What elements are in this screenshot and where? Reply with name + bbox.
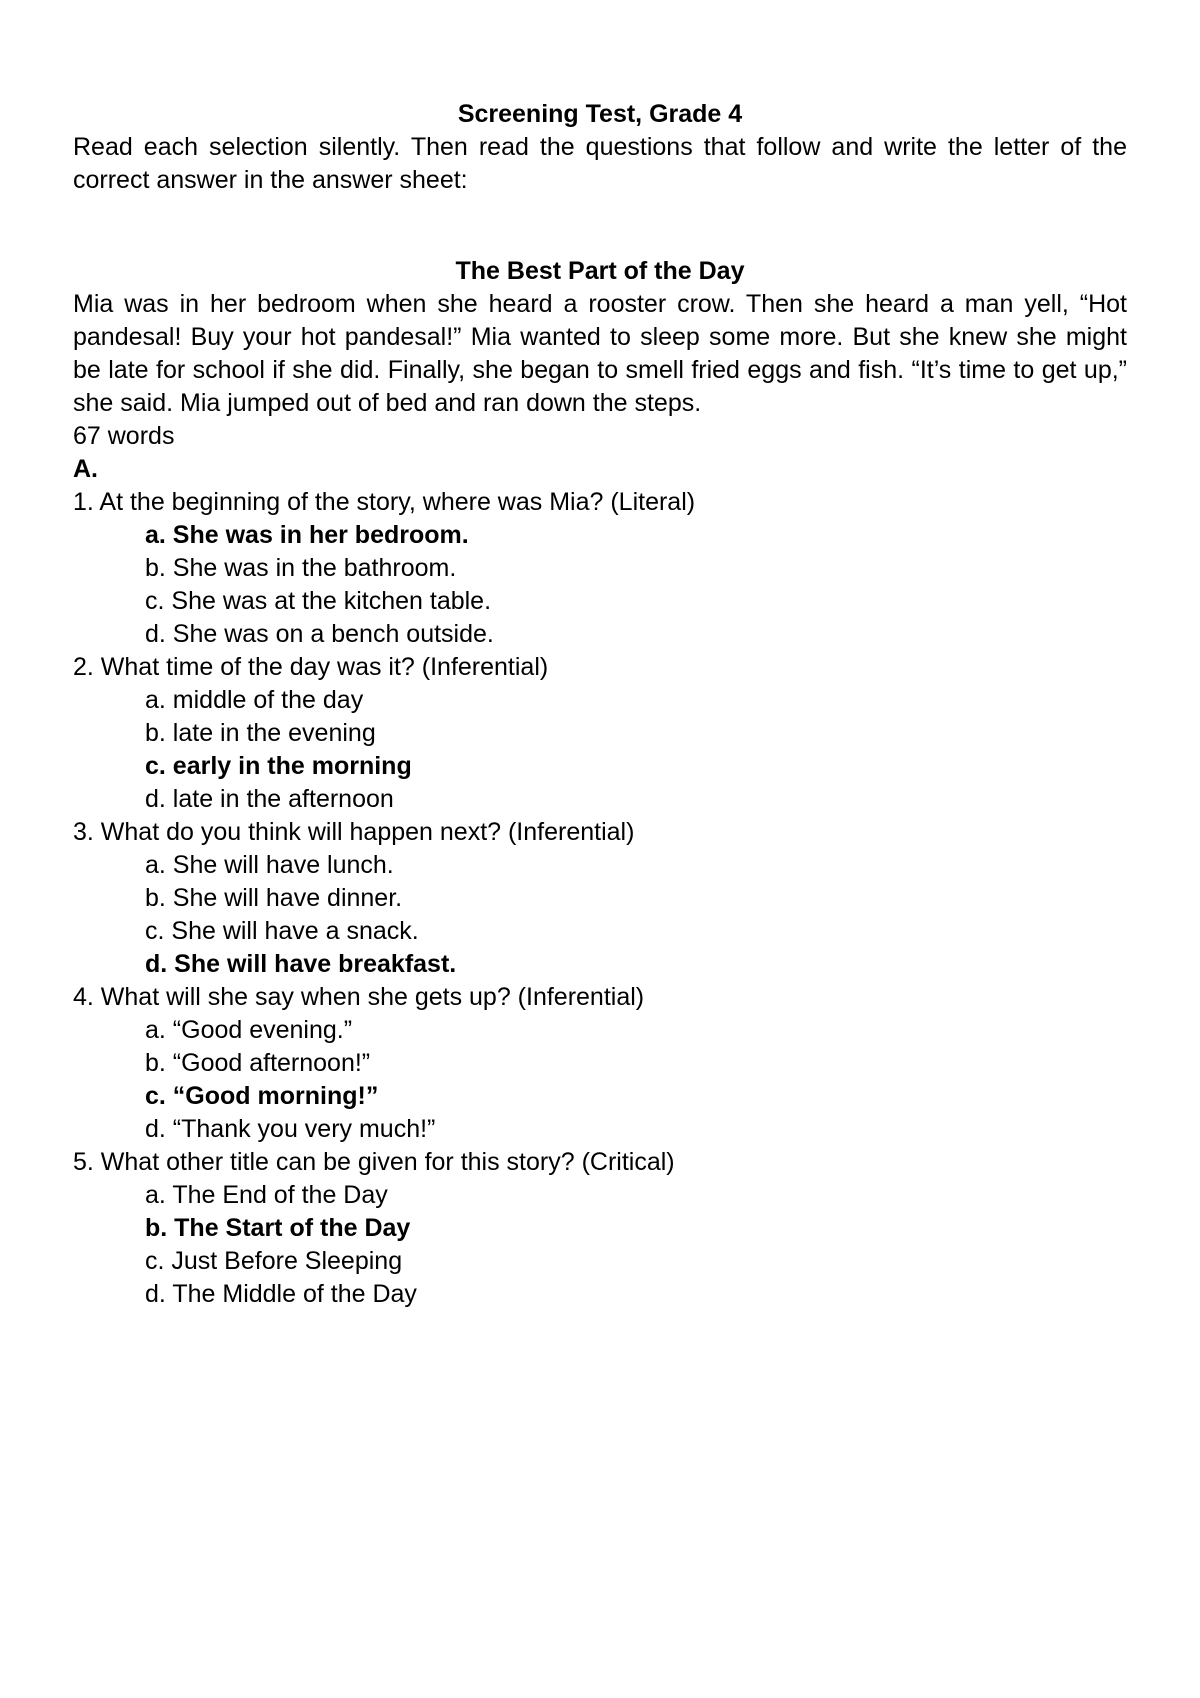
choice-list: [73, 849, 1127, 981]
document-page: [73, 98, 1127, 1311]
page-title: Screening Test, Grade 4: [457, 100, 743, 128]
choice: c. She will have a snack.: [145, 917, 419, 945]
correct-choice: d. She will have breakfast.: [145, 950, 457, 978]
correct-choice: c. “Good morning!”: [145, 1082, 379, 1110]
choice: b. “Good afternoon!”: [145, 1049, 371, 1077]
choice: d. “Thank you very much!”: [145, 1115, 436, 1143]
choice: a. The End of the Day: [145, 1181, 388, 1209]
question-list: [73, 486, 1127, 1311]
choice-list: [73, 519, 1127, 651]
correct-choice: b. The Start of the Day: [145, 1214, 411, 1242]
section-label: A.: [73, 455, 98, 483]
choice: a. middle of the day: [145, 686, 364, 714]
question-5: 5. What other title can be given for this story? (Critical): [73, 1148, 675, 1176]
choice: c. Just Before Sleeping: [145, 1247, 403, 1275]
choice-list: [73, 1179, 1127, 1311]
instructions: Read each selection silently. Then read the questions that follow and write the letter of the correct answer in the answer sheet:: [73, 133, 1127, 194]
choice: b. She will have dinner.: [145, 884, 403, 912]
question-4: 4. What will she say when she gets up? (Inferential): [73, 983, 645, 1011]
correct-choice: a. She was in her bedroom.: [145, 521, 469, 549]
story-title: The Best Part of the Day: [455, 257, 745, 285]
choice-list: [73, 1014, 1127, 1146]
story-text: Mia was in her bedroom when she heard a rooster crow. Then she heard a man yell, “Hot pandesal! Buy your hot pandesal!” Mia wanted to sleep some more. But she knew she might be late for school if she did. Finally, she began to smell fried eggs and fish. “It’s time to get up,” she said. Mia jumped out of bed and ran down the steps.: [73, 290, 1127, 417]
choice: d. late in the afternoon: [145, 785, 394, 813]
spacer: [73, 197, 1127, 255]
correct-choice: c. early in the morning: [145, 752, 412, 780]
choice: b. late in the evening: [145, 719, 376, 747]
choice: a. “Good evening.”: [145, 1016, 353, 1044]
word-count: 67 words: [73, 422, 175, 450]
choice: b. She was in the bathroom.: [145, 554, 457, 582]
choice: d. She was on a bench outside.: [145, 620, 494, 648]
choice: a. She will have lunch.: [145, 851, 394, 879]
choice: c. She was at the kitchen table.: [145, 587, 492, 615]
question-3: 3. What do you think will happen next? (Inferential): [73, 818, 635, 846]
question-1: 1. At the beginning of the story, where was Mia? (Literal): [73, 488, 696, 516]
question-2: 2. What time of the day was it? (Inferential): [73, 653, 549, 681]
choice-list: [73, 684, 1127, 816]
choice: d. The Middle of the Day: [145, 1280, 417, 1308]
